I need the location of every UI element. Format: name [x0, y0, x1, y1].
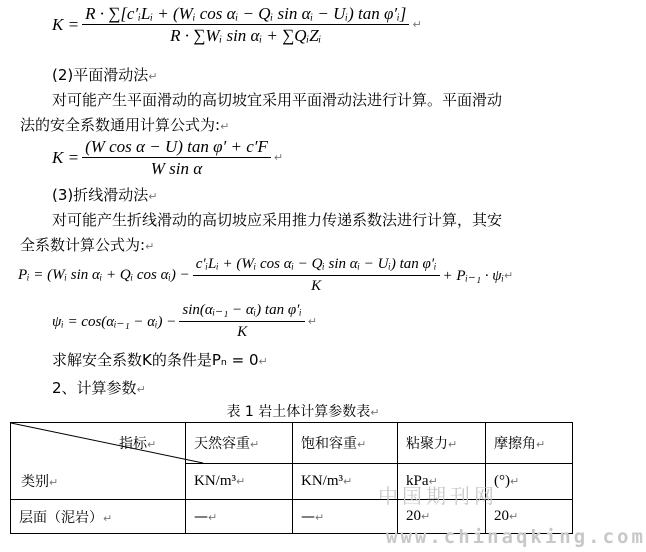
paragraph-mark: ↵	[307, 315, 318, 328]
formula-denominator: W sin α	[150, 159, 203, 178]
parameter-table	[10, 422, 573, 534]
formula-numerator: R · ∑[c′ᵢLᵢ + (Wᵢ cos αᵢ − Qᵢ sin αᵢ − Uᵢ) tan φ′ᵢ]	[82, 4, 409, 25]
formula-denominator: K	[237, 324, 248, 340]
formula-numerator: c′ᵢLᵢ + (Wᵢ cos αᵢ − Qᵢ sin αᵢ − Uᵢ) tan φ′ᵢ	[193, 255, 440, 276]
formula-numerator: (W cos α − U) tan φ′ + c′F	[82, 137, 271, 158]
paragraph-planar-line1: 对可能产生平面滑动的高切坡宜采用平面滑动法进行计算。平面滑动	[52, 91, 503, 109]
formula-fraction	[82, 137, 271, 178]
table-cell: 20↵	[398, 500, 486, 534]
watermark-cn: 中国期刊网	[378, 484, 498, 508]
section-heading-polyline: (3)折线滑动法↵	[52, 186, 158, 204]
formula-lhs: K =	[52, 14, 80, 34]
table-cell: 20↵	[486, 500, 573, 534]
formula-p	[18, 255, 513, 296]
paragraph-planar-line2: 法的安全系数通用计算公式为:↵	[20, 116, 230, 134]
section-heading-planar: (2)平面滑动法↵	[52, 66, 158, 84]
column-unit: KN/m³↵	[293, 463, 398, 499]
column-header: 饱和容重↵	[293, 423, 398, 464]
section-heading-params: 2、计算参数↵	[52, 379, 146, 397]
column-header: 天然容重↵	[186, 423, 293, 464]
column-header: 粘聚力↵	[398, 423, 486, 464]
formula-lhs: K =	[52, 147, 80, 167]
paragraph-mark: ↵	[412, 18, 422, 31]
corner-label-category: 类别↵	[21, 474, 59, 490]
formula-tail: + Pᵢ₋₁ · ψᵢ	[442, 268, 504, 284]
column-unit: (°)↵	[486, 463, 573, 499]
formula-numerator: sin(αᵢ₋₁ − αᵢ) tan φ′ᵢ	[179, 301, 304, 322]
formula-k-circular	[52, 4, 422, 45]
corner-label-indicator: 指标↵	[119, 436, 157, 452]
formula-psi	[52, 301, 317, 342]
formula-fraction	[193, 255, 440, 296]
formula-fraction	[82, 4, 409, 45]
formula-denominator: R · ∑Wᵢ sin αᵢ + ∑QᵢZᵢ	[170, 26, 322, 45]
table-cell: —↵	[293, 500, 398, 534]
formula-lhs: Pᵢ = (Wᵢ sin αᵢ + Qᵢ cos αᵢ) −	[18, 267, 190, 283]
paragraph-mark: ↵	[503, 269, 514, 282]
column-unit: kPa↵	[398, 463, 486, 499]
table-corner-cell	[11, 423, 186, 500]
formula-k-planar	[52, 137, 283, 178]
paragraph-polyline-line1: 对可能产生折线滑动的高切坡应采用推力传递系数法进行计算，其安	[52, 211, 503, 229]
solve-condition: 求解安全系数K的条件是Pₙ = 0↵	[52, 351, 268, 369]
table-title: 表 1 岩土体计算参数表↵	[226, 404, 380, 420]
table-header-row	[11, 423, 573, 464]
table-cell: —↵	[186, 500, 293, 534]
column-header: 摩擦角↵	[486, 423, 573, 464]
watermark-url: www.chinaqking.com	[386, 526, 646, 548]
formula-denominator: K	[311, 278, 322, 294]
formula-lhs: ψᵢ = cos(αᵢ₋₁ − αᵢ) −	[52, 314, 177, 330]
paragraph-polyline-line2: 全系数计算公式为:↵	[20, 236, 155, 254]
column-unit: KN/m³↵	[186, 463, 293, 499]
row-label: 层面（泥岩）↵	[11, 500, 186, 534]
formula-fraction	[179, 301, 304, 342]
paragraph-mark: ↵	[273, 151, 284, 164]
